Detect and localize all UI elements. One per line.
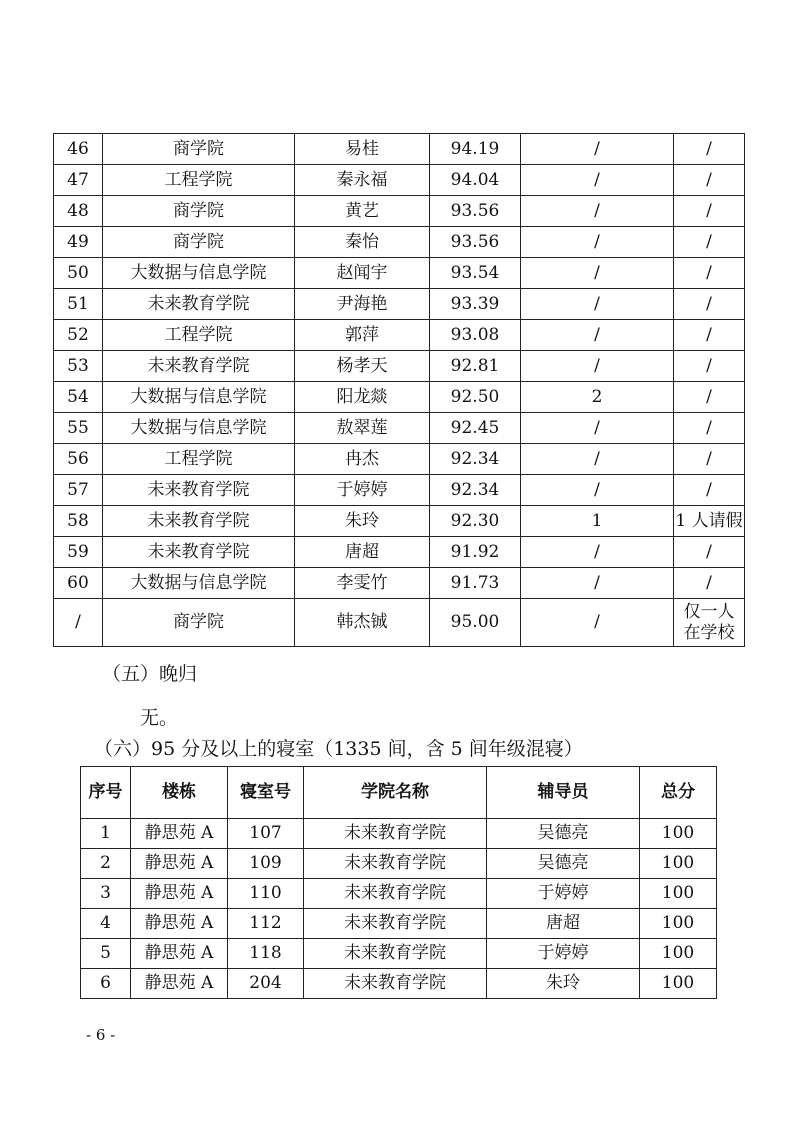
table-cell: 93.08 <box>430 320 521 351</box>
table-cell: 未来教育学院 <box>304 849 487 879</box>
table-cell: 48 <box>54 196 103 227</box>
table-cell: 46 <box>54 134 103 165</box>
table-row <box>54 413 745 444</box>
column-header-room: 寝室号 <box>228 767 304 819</box>
table-cell: 95.00 <box>430 599 521 647</box>
table-row <box>81 879 717 909</box>
table-cell: 大数据与信息学院 <box>103 413 295 444</box>
table-cell: 大数据与信息学院 <box>103 382 295 413</box>
table-cell: 53 <box>54 351 103 382</box>
table-row <box>54 475 745 506</box>
table-cell: 静思苑 A <box>131 939 228 969</box>
table-cell: 94.04 <box>430 165 521 196</box>
dorm-table-body <box>81 819 717 999</box>
table-row <box>81 819 717 849</box>
table-cell: 49 <box>54 227 103 258</box>
table-cell: 吴德亮 <box>487 819 640 849</box>
table-cell: 韩杰铖 <box>295 599 430 647</box>
table-cell: / <box>521 196 674 227</box>
table-cell: 未来教育学院 <box>304 939 487 969</box>
table-cell: 吴德亮 <box>487 849 640 879</box>
table-cell: 2 <box>81 849 131 879</box>
table-cell: 5 <box>81 939 131 969</box>
table-cell: 黄艺 <box>295 196 430 227</box>
table-row <box>54 351 745 382</box>
table-cell: 未来教育学院 <box>304 879 487 909</box>
table-cell: 未来教育学院 <box>103 506 295 537</box>
table-cell: / <box>674 165 745 196</box>
column-header-score: 总分 <box>640 767 717 819</box>
table-cell: 静思苑 A <box>131 969 228 999</box>
table-cell: 100 <box>640 879 717 909</box>
table-header-row <box>81 767 717 819</box>
section-six-heading: （六）95 分及以上的寝室（1335 间，含 5 间年级混寝） <box>94 738 583 760</box>
table-cell: 商学院 <box>103 227 295 258</box>
table-row <box>54 165 745 196</box>
table-cell: 2 <box>521 382 674 413</box>
table-cell: 李雯竹 <box>295 568 430 599</box>
table-cell: 赵闻宇 <box>295 258 430 289</box>
table-cell: / <box>674 537 745 568</box>
table-cell: 静思苑 A <box>131 819 228 849</box>
table-cell: 郭萍 <box>295 320 430 351</box>
column-header-counselor: 辅导员 <box>487 767 640 819</box>
table-cell: 商学院 <box>103 134 295 165</box>
table-cell <box>674 599 745 647</box>
table-row <box>54 196 745 227</box>
table-cell: 静思苑 A <box>131 849 228 879</box>
table-cell: 工程学院 <box>103 165 295 196</box>
cell-line: 仅一人 <box>683 602 735 623</box>
table-cell: / <box>674 568 745 599</box>
table-cell: 100 <box>640 849 717 879</box>
table-cell: 92.45 <box>430 413 521 444</box>
table-cell: / <box>674 134 745 165</box>
table-cell: 118 <box>228 939 304 969</box>
table-row <box>54 506 745 537</box>
table-cell: 100 <box>640 819 717 849</box>
table-cell: 54 <box>54 382 103 413</box>
table-cell: 于婷婷 <box>295 475 430 506</box>
table-cell: 1 <box>521 506 674 537</box>
table-row <box>81 849 717 879</box>
table-cell: 1 人请假 <box>674 506 745 537</box>
table-cell: 57 <box>54 475 103 506</box>
table-row <box>54 537 745 568</box>
table-cell: 秦永福 <box>295 165 430 196</box>
table-cell: / <box>674 413 745 444</box>
table-cell: 大数据与信息学院 <box>103 568 295 599</box>
table-cell: 工程学院 <box>103 320 295 351</box>
table-cell: 冉杰 <box>295 444 430 475</box>
table-cell: / <box>521 444 674 475</box>
table-row <box>54 258 745 289</box>
table-cell: 易桂 <box>295 134 430 165</box>
table-cell: 6 <box>81 969 131 999</box>
table-cell: / <box>521 227 674 258</box>
table-cell: / <box>674 475 745 506</box>
table-cell: 尹海艳 <box>295 289 430 320</box>
table-cell: 朱玲 <box>295 506 430 537</box>
table-cell: / <box>521 258 674 289</box>
table-cell: / <box>521 320 674 351</box>
table-row <box>81 969 717 999</box>
table-cell: / <box>521 568 674 599</box>
ranking-table-body <box>54 134 745 599</box>
table-cell: 93.39 <box>430 289 521 320</box>
table-cell: / <box>54 599 103 647</box>
table-cell: 于婷婷 <box>487 879 640 909</box>
table-cell: 未来教育学院 <box>103 289 295 320</box>
table-cell: 1 <box>81 819 131 849</box>
table-cell: 92.34 <box>430 475 521 506</box>
table-cell: 未来教育学院 <box>304 819 487 849</box>
table-cell: 107 <box>228 819 304 849</box>
table-cell: 112 <box>228 909 304 939</box>
table-cell: 92.30 <box>430 506 521 537</box>
table-cell: / <box>521 413 674 444</box>
table-cell: 56 <box>54 444 103 475</box>
table-row <box>54 568 745 599</box>
table-cell: 93.56 <box>430 227 521 258</box>
table-cell: 91.92 <box>430 537 521 568</box>
column-header-building: 楼栋 <box>131 767 228 819</box>
table-cell: 静思苑 A <box>131 909 228 939</box>
page-number: - 6 - <box>86 1026 116 1044</box>
table-cell: 未来教育学院 <box>304 969 487 999</box>
table-cell: 敖翠莲 <box>295 413 430 444</box>
table-cell: 未来教育学院 <box>304 909 487 939</box>
table-cell: 58 <box>54 506 103 537</box>
table-cell: / <box>521 289 674 320</box>
table-row <box>54 227 745 258</box>
table-cell: 110 <box>228 879 304 909</box>
table-row <box>54 134 745 165</box>
table-cell: 未来教育学院 <box>103 351 295 382</box>
table-cell: 100 <box>640 939 717 969</box>
table-cell: 阳龙燚 <box>295 382 430 413</box>
table-cell: 50 <box>54 258 103 289</box>
table-row <box>54 289 745 320</box>
column-header-college: 学院名称 <box>304 767 487 819</box>
table-cell: 唐超 <box>295 537 430 568</box>
table-cell: 商学院 <box>103 599 295 647</box>
table-cell: 60 <box>54 568 103 599</box>
table-row <box>54 382 745 413</box>
table-cell: 93.56 <box>430 196 521 227</box>
high-score-dorm-table <box>80 766 717 999</box>
column-header-index: 序号 <box>81 767 131 819</box>
table-row <box>54 320 745 351</box>
table-cell: / <box>674 382 745 413</box>
section-five-heading: （五）晚归 <box>102 663 198 685</box>
table-cell: 100 <box>640 969 717 999</box>
table-cell: / <box>521 599 674 647</box>
table-cell: 3 <box>81 879 131 909</box>
table-cell: 204 <box>228 969 304 999</box>
table-cell: 朱玲 <box>487 969 640 999</box>
section-five-content: 无。 <box>140 707 179 729</box>
cell-line: 在学校 <box>683 622 735 643</box>
table-cell: / <box>521 351 674 382</box>
table-cell: / <box>674 444 745 475</box>
table-cell: 59 <box>54 537 103 568</box>
table-cell: 52 <box>54 320 103 351</box>
table-cell: 唐超 <box>487 909 640 939</box>
table-cell: 93.54 <box>430 258 521 289</box>
table-cell: 大数据与信息学院 <box>103 258 295 289</box>
table-cell: / <box>674 289 745 320</box>
table-cell: 秦怡 <box>295 227 430 258</box>
table-cell: / <box>521 475 674 506</box>
table-cell: 92.50 <box>430 382 521 413</box>
table-cell: / <box>674 351 745 382</box>
table-cell: 未来教育学院 <box>103 537 295 568</box>
table-cell: 工程学院 <box>103 444 295 475</box>
table-cell: / <box>674 227 745 258</box>
table-row <box>54 444 745 475</box>
table-cell: 静思苑 A <box>131 879 228 909</box>
table-cell: / <box>674 320 745 351</box>
table-cell: 109 <box>228 849 304 879</box>
table-cell: 91.73 <box>430 568 521 599</box>
table-cell: / <box>521 134 674 165</box>
table-cell: 4 <box>81 909 131 939</box>
table-row <box>81 909 717 939</box>
table-cell: 商学院 <box>103 196 295 227</box>
table-cell: / <box>674 258 745 289</box>
table-cell: 55 <box>54 413 103 444</box>
table-cell: 于婷婷 <box>487 939 640 969</box>
table-row <box>54 599 745 647</box>
table-cell: / <box>521 165 674 196</box>
table-row <box>81 939 717 969</box>
table-cell: 92.34 <box>430 444 521 475</box>
table-cell: 未来教育学院 <box>103 475 295 506</box>
table-cell: 47 <box>54 165 103 196</box>
table-cell: 92.81 <box>430 351 521 382</box>
dorm-score-ranking-table <box>53 133 745 647</box>
table-cell: / <box>521 537 674 568</box>
table-cell: 51 <box>54 289 103 320</box>
table-cell: / <box>674 196 745 227</box>
table-cell: 94.19 <box>430 134 521 165</box>
table-cell: 100 <box>640 909 717 939</box>
table-cell: 杨孝天 <box>295 351 430 382</box>
